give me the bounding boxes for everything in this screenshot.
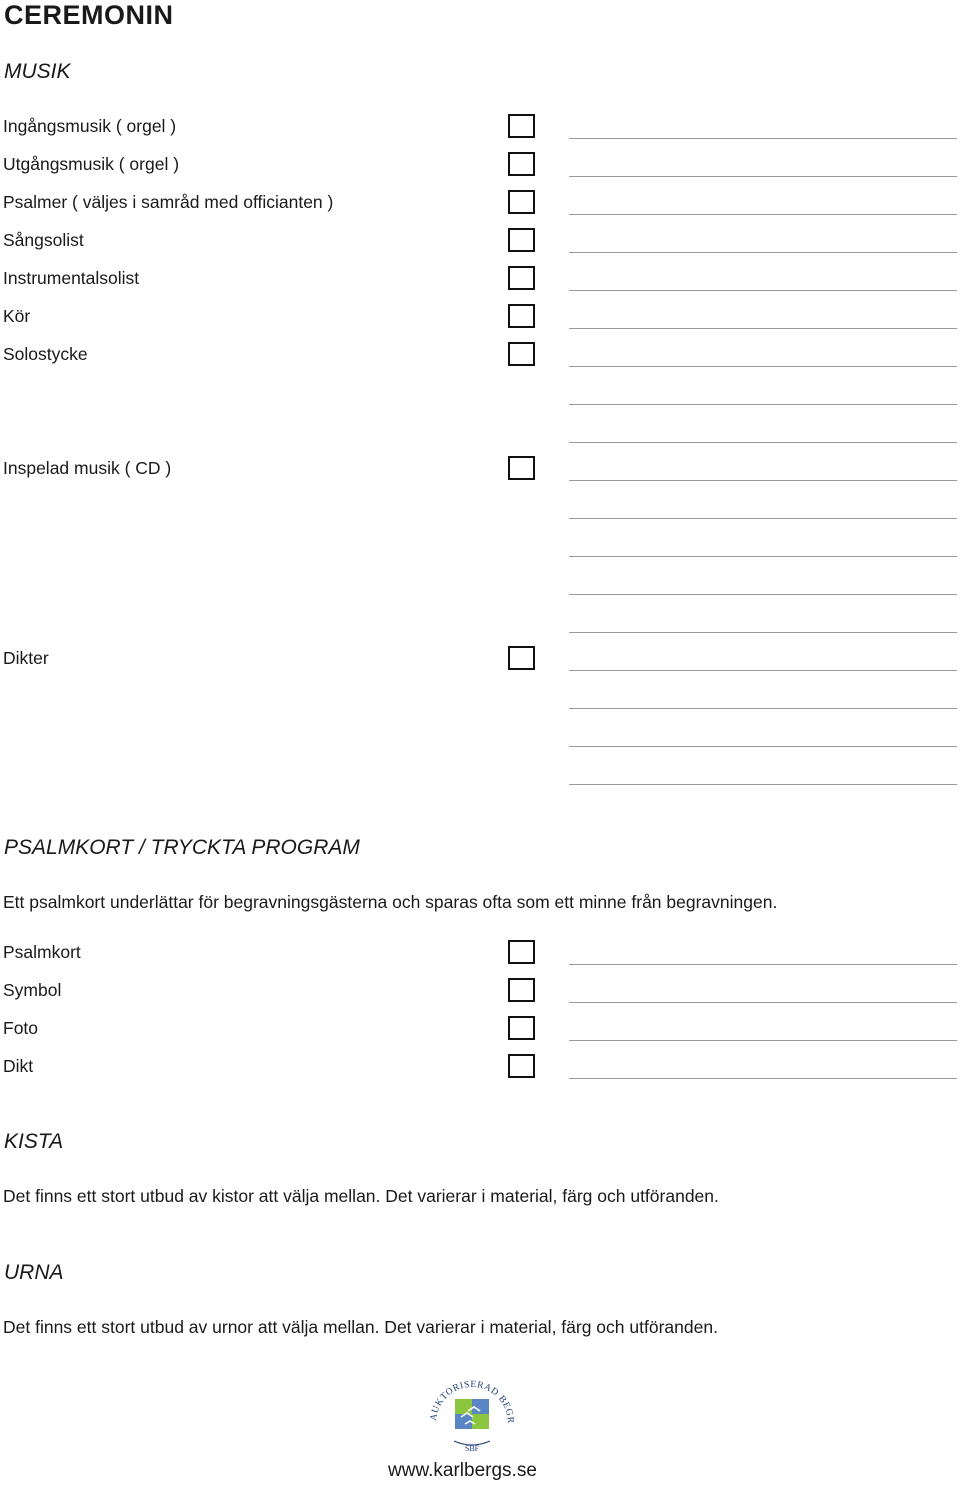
checkbox-symbol[interactable] — [508, 978, 535, 1002]
write-line[interactable] — [569, 1040, 957, 1041]
write-line[interactable] — [569, 1078, 957, 1079]
musik-item-instrumentalsolist: Instrumentalsolist — [3, 268, 140, 288]
psalmkort-item-foto: Foto — [3, 1018, 39, 1038]
write-line[interactable] — [569, 1002, 957, 1003]
musik-item-sangsolist: Sångsolist — [3, 230, 84, 250]
checkbox-psalmer[interactable] — [508, 190, 535, 214]
musik-item-utgangsmusik: Utgångsmusik ( orgel ) — [3, 154, 180, 174]
write-line[interactable] — [569, 518, 957, 519]
psalmkort-heading: PSALMKORT / TRYCKTA PROGRAM — [4, 836, 360, 859]
checkbox-solostycke[interactable] — [508, 342, 535, 366]
write-line[interactable] — [569, 252, 957, 253]
write-line[interactable] — [569, 138, 957, 139]
svg-text:AUKTORISERAD BEGRAVNINGSBYRÅ: AUKTORISERAD BEGR — [428, 1379, 516, 1425]
checkbox-foto[interactable] — [508, 1016, 535, 1040]
checkbox-instrumentalsolist[interactable] — [508, 266, 535, 290]
checkbox-dikt[interactable] — [508, 1054, 535, 1078]
psalmkort-item-symbol: Symbol — [3, 980, 62, 1000]
urna-description: Det finns ett stort utbud av urnor att välja mellan. Det varierar i material, färg och utföranden. — [3, 1317, 718, 1337]
checkbox-sangsolist[interactable] — [508, 228, 535, 252]
write-line[interactable] — [569, 964, 957, 965]
kista-description: Det finns ett stort utbud av kistor att välja mellan. Det varierar i material, färg och utföranden. — [3, 1186, 719, 1206]
write-line[interactable] — [569, 784, 957, 785]
musik-item-kor: Kör — [3, 306, 31, 326]
psalmkort-item-psalmkort: Psalmkort — [3, 942, 81, 962]
psalmkort-item-dikt: Dikt — [3, 1056, 34, 1076]
urna-heading: URNA — [4, 1261, 64, 1284]
musik-heading: MUSIK — [4, 60, 71, 83]
write-line[interactable] — [569, 404, 957, 405]
write-line[interactable] — [569, 366, 957, 367]
checkbox-dikter[interactable] — [508, 646, 535, 670]
musik-item-dikter: Dikter — [3, 648, 49, 668]
checkbox-ingangsmusik[interactable] — [508, 114, 535, 138]
write-line[interactable] — [569, 328, 957, 329]
write-line[interactable] — [569, 480, 957, 481]
write-line[interactable] — [569, 214, 957, 215]
write-line[interactable] — [569, 708, 957, 709]
kista-heading: KISTA — [4, 1130, 64, 1153]
sbf-logo-seal-icon — [424, 1371, 520, 1461]
website-link[interactable]: www.karlbergs.se — [388, 1460, 537, 1481]
svg-text:SBF: SBF — [464, 1444, 480, 1453]
write-line[interactable] — [569, 594, 957, 595]
checkbox-cd[interactable] — [508, 456, 535, 480]
checkbox-psalmkort[interactable] — [508, 940, 535, 964]
musik-item-ingangsmusik: Ingångsmusik ( orgel ) — [3, 116, 177, 136]
musik-item-cd: Inspelad musik ( CD ) — [3, 458, 172, 478]
write-line[interactable] — [569, 556, 957, 557]
checkbox-utgangsmusik[interactable] — [508, 152, 535, 176]
musik-item-solostycke: Solostycke — [3, 344, 88, 364]
psalmkort-description: Ett psalmkort underlättar för begravningsgästerna och sparas ofta som ett minne från begravningen. — [3, 892, 778, 912]
write-line[interactable] — [569, 746, 957, 747]
write-line[interactable] — [569, 290, 957, 291]
write-line[interactable] — [569, 632, 957, 633]
write-line[interactable] — [569, 670, 957, 671]
write-line[interactable] — [569, 442, 957, 443]
checkbox-kor[interactable] — [508, 304, 535, 328]
page-title: CEREMONIN — [4, 0, 174, 30]
sbf-logo — [424, 1371, 520, 1461]
write-line[interactable] — [569, 176, 957, 177]
musik-item-psalmer: Psalmer ( väljes i samråd med officianten ) — [3, 192, 334, 212]
